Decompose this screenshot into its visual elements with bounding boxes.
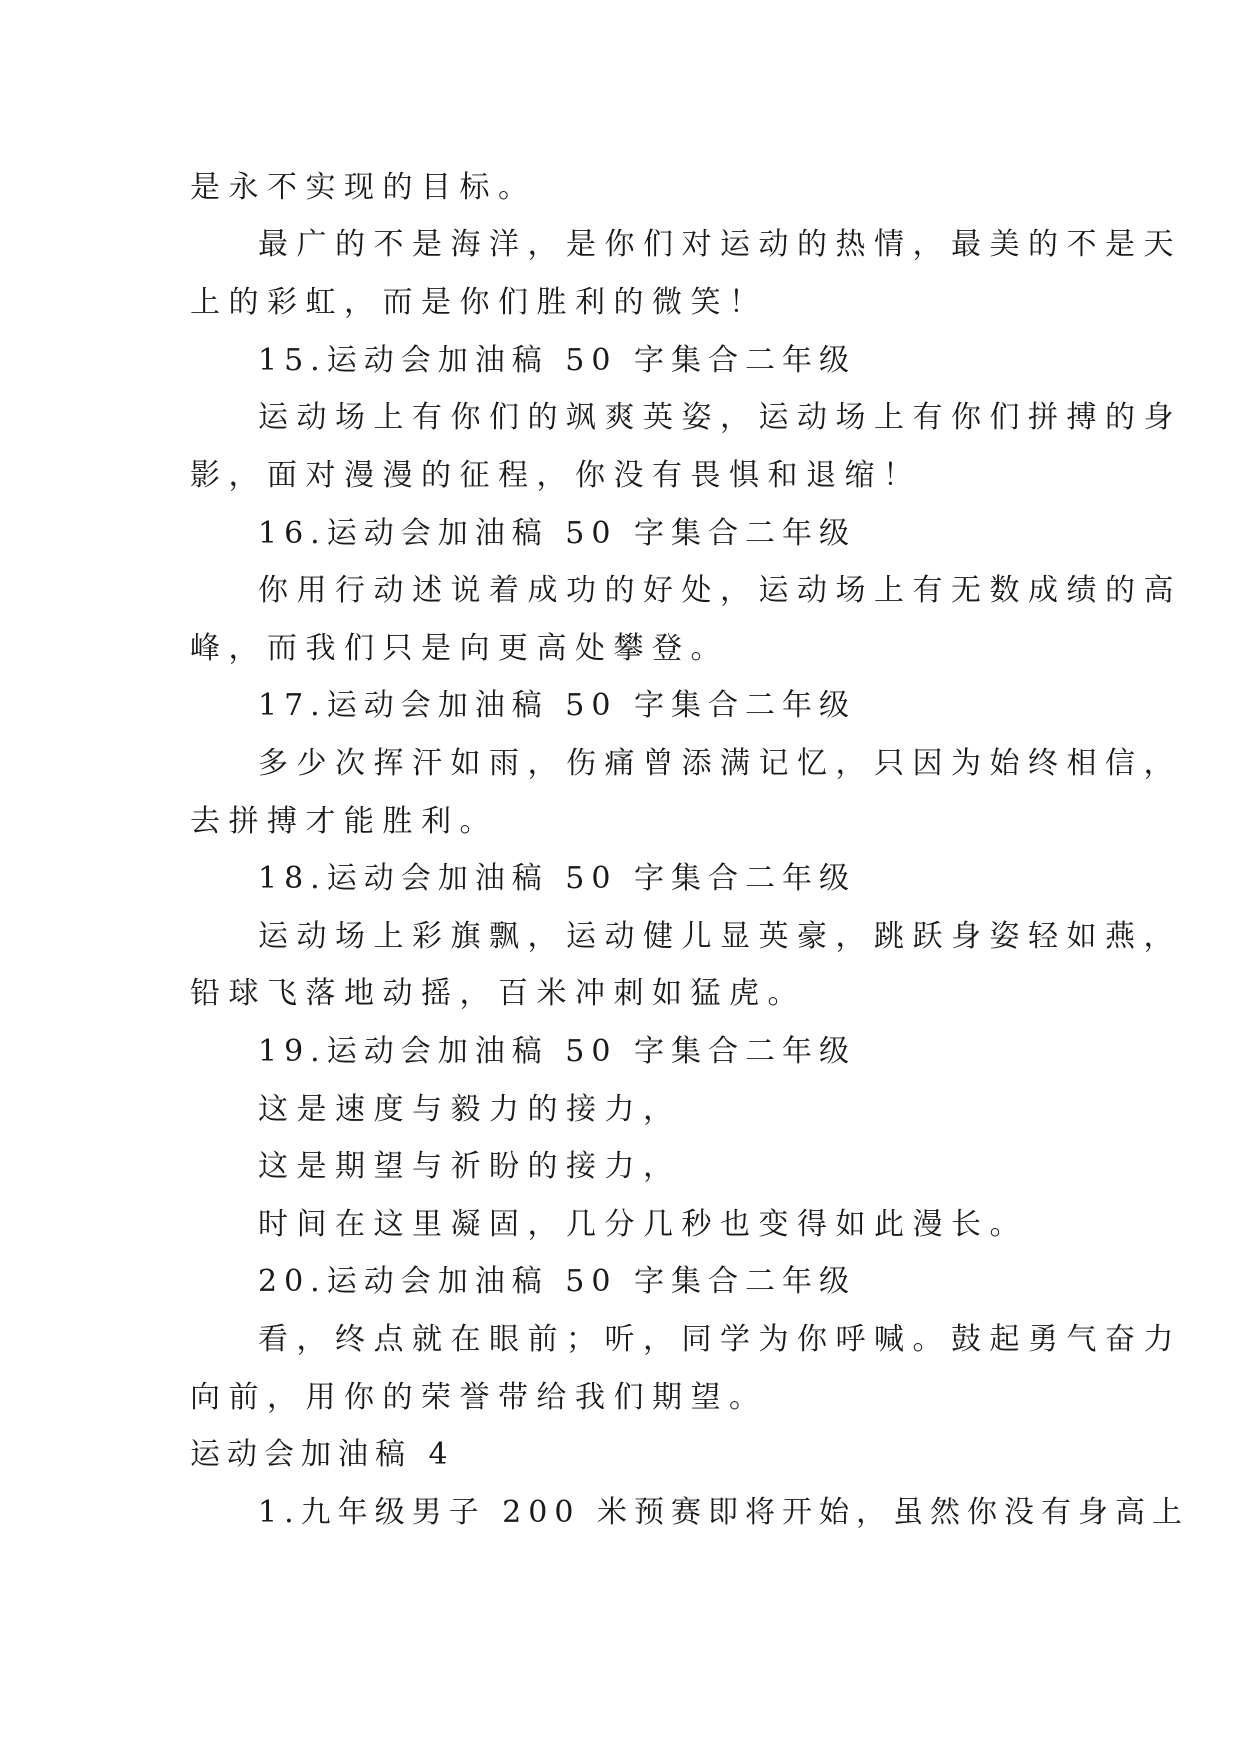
section-heading: 18.运动会加油稿 50 字集合二年级 [258,861,856,896]
section-heading: 19.运动会加油稿 50 字集合二年级 [258,1034,856,1069]
paragraph-line: 最广的不是海洋，是你们对运动的热情，最美的不是天 [258,227,1182,262]
paragraph-line: 你用行动述说着成功的好处，运动场上有无数成绩的高 [258,573,1182,608]
section-heading: 20.运动会加油稿 50 字集合二年级 [258,1264,856,1299]
paragraph-line: 去拼搏才能胜利。 [190,804,498,839]
paragraph-line: 运动场上彩旗飘，运动健儿显英豪，跳跃身姿轻如燕， [258,919,1182,954]
section-heading: 16.运动会加油稿 50 字集合二年级 [258,516,856,551]
paragraph-line: 上的彩虹，而是你们胜利的微笑！ [190,285,768,320]
section-heading: 15.运动会加油稿 50 字集合二年级 [258,343,856,378]
paragraph-line: 这是期望与祈盼的接力， [258,1149,682,1184]
paragraph-line: 向前，用你的荣誉带给我们期望。 [190,1380,768,1415]
paragraph-line: 影，面对漫漫的征程，你没有畏惧和退缩！ [190,458,922,493]
paragraph-line: 多少次挥汗如雨，伤痛曾添满记忆，只因为始终相信， [258,746,1182,781]
section-heading: 17.运动会加油稿 50 字集合二年级 [258,688,856,723]
paragraph-line: 时间在这里凝固，几分几秒也变得如此漫长。 [258,1207,1028,1242]
paragraph-line: 这是速度与毅力的接力， [258,1092,682,1127]
paragraph-line: 峰，而我们只是向更高处攀登。 [190,631,729,666]
paragraph-line: 1.九年级男子 200 米预赛即将开始，虽然你没有身高上 [258,1495,1189,1530]
chapter-heading: 运动会加油稿 4 [190,1437,455,1472]
paragraph-line: 看，终点就在眼前；听，同学为你呼喊。鼓起勇气奋力 [258,1322,1182,1357]
paragraph-line: 运动场上有你们的飒爽英姿，运动场上有你们拼搏的身 [258,400,1182,435]
paragraph-line: 铅球飞落地动摇，百米冲刺如猛虎。 [190,976,806,1011]
paragraph-line: 是永不实现的目标。 [190,170,537,205]
